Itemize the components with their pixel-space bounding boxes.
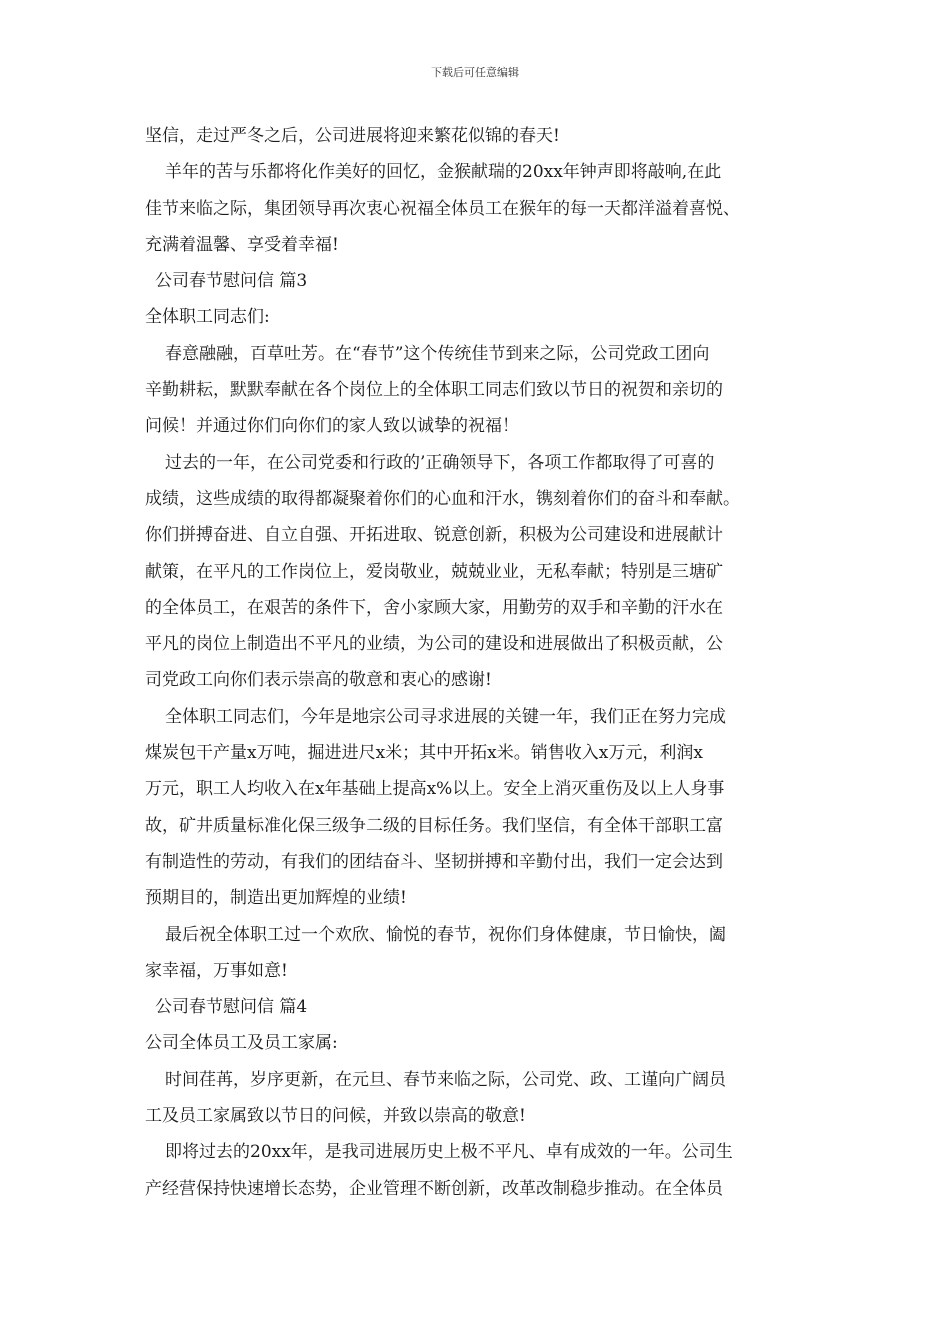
paragraph-start-line: 即将过去的20xx年，是我司进展历史上极不平凡、卓有成效的一年。公司生	[165, 1142, 733, 1163]
text-line: 辛勤耕耘，默默奉献在各个岗位上的全体职工同志们致以节日的祝贺和亲切的	[145, 380, 723, 401]
text-line: 你们拼搏奋进、自立自强、开拓进取、锐意创新，积极为公司建设和进展献计	[145, 525, 723, 546]
paragraph-start-line: 过去的一年，在公司党委和行政的’正确领导下，各项工作都取得了可喜的	[165, 452, 715, 473]
text-line: 充满着温馨、享受着幸福!	[145, 234, 339, 255]
text-line: 成绩，这些成绩的取得都凝聚着你们的心血和汗水，镌刻着你们的奋斗和奉献。	[145, 488, 740, 509]
paragraph-start-line: 全体职工同志们，今年是地宗公司寻求进展的关键一年，我们正在努力完成	[165, 706, 726, 727]
paragraph-start-line: 羊年的苦与乐都将化作美好的回忆，金猴献瑞的20xx年钟声即将敲响,在此	[165, 162, 722, 183]
salutation: 全体职工同志们:	[145, 307, 270, 328]
text-line: 的全体员工，在艰苦的条件下，舍小家顾大家，用勤劳的双手和辛勤的汗水在	[145, 597, 723, 618]
text-line: 平凡的岗位上制造出不平凡的业绩，为公司的建设和进展做出了积极贡献，公	[145, 634, 723, 655]
paragraph-start-line: 时间荏苒，岁序更新，在元旦、春节来临之际，公司党、政、工谨向广阔员	[165, 1069, 726, 1090]
text-line: 家幸福，万事如意!	[145, 960, 288, 981]
text-line: 有制造性的劳动，有我们的团结奋斗、坚韧拼搏和辛勤付出，我们一定会达到	[145, 851, 723, 872]
page-header-note: 下载后可任意编辑	[431, 66, 519, 79]
section-heading-3: 公司春节慰问信 篇3	[155, 271, 308, 292]
document-body	[145, 118, 810, 1207]
text-line: 万元，职工人均收入在x年基础上提高x%以上。安全上消灭重伤及以上人身事	[145, 779, 725, 800]
text-line: 献策，在平凡的工作岗位上，爱岗敬业，兢兢业业，无私奉献；特别是三塘矿	[145, 561, 723, 582]
text-line: 煤炭包干产量x万吨，掘进进尺x米；其中开拓x米。销售收入x万元，利润x	[145, 743, 703, 764]
text-line: 问候！并通过你们向你们的家人致以诚挚的祝福！	[145, 416, 519, 437]
text-line: 故，矿井质量标准化保三级争二级的目标任务。我们坚信，有全体干部职工富	[145, 815, 723, 836]
text-line: 工及员工家属致以节日的问候，并致以崇高的敬意!	[145, 1106, 526, 1127]
paragraph-start-line: 最后祝全体职工过一个欢欣、愉悦的春节，祝你们身体健康，节日愉快，阖	[165, 924, 726, 945]
text-line: 产经营保持快速增长态势，企业管理不断创新，改革改制稳步推动。在全体员	[145, 1178, 723, 1199]
text-line: 佳节来临之际，集团领导再次衷心祝福全体员工在猴年的每一天都洋溢着喜悦、	[145, 198, 740, 219]
text-line: 坚信，走过严冬之后，公司进展将迎来繁花似锦的春天!	[145, 126, 560, 146]
salutation: 公司全体员工及员工家属:	[145, 1033, 338, 1054]
section-heading-4: 公司春节慰问信 篇4	[155, 997, 308, 1018]
text-line: 司党政工向你们表示崇高的敬意和衷心的感谢!	[145, 670, 492, 691]
text-line: 预期目的，制造出更加辉煌的业绩!	[145, 888, 407, 909]
paragraph-start-line: 春意融融，百草吐芳。在“春节”这个传统佳节到来之际，公司党政工团向	[165, 343, 710, 364]
